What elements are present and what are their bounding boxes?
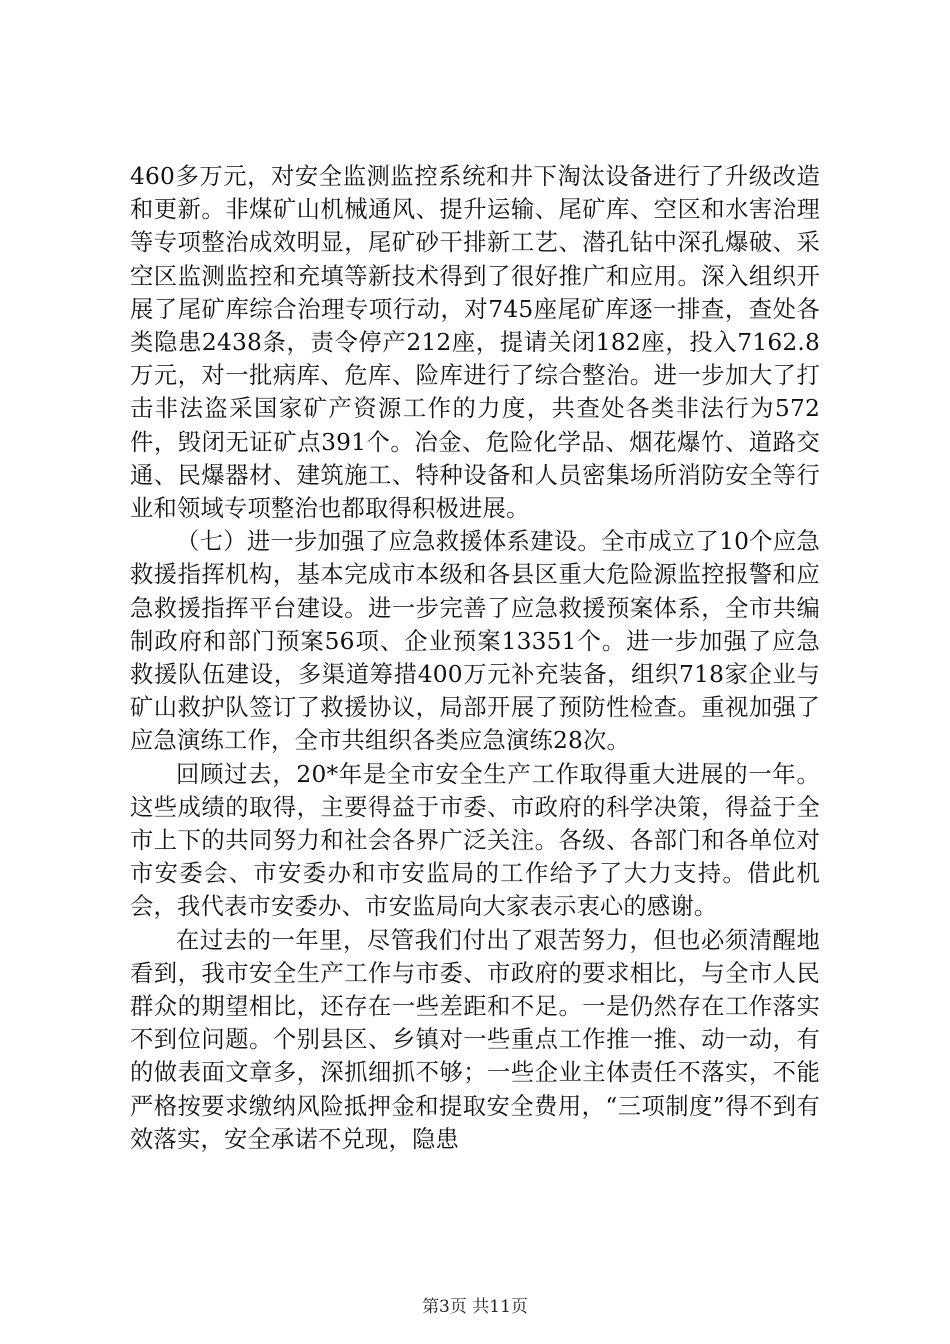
paragraph-2: （七）进一步加强了应急救援体系建设。全市成立了10个应急救援指挥机构，基本完成市本级和各县区重大危险源监控报警和应急救援指挥平台建设。进一步完善了应急救援预案体系，全市共编制政府和部门预案56项、企业预案13351个。进一步加强了应急救援队伍建设，多渠道筹措400万元补充装备，组织718家企业与矿山救护队签订了救援协议，局部开展了预防性检查。重视加强了应急演练工作，全市共组织各类应急演练28次。 bbox=[130, 528, 820, 755]
page-number-footer: 第3页 共11页 bbox=[422, 1297, 528, 1317]
document-body bbox=[130, 160, 820, 1156]
paragraph-4: 在过去的一年里，尽管我们付出了艰苦努力，但也必须清醒地看到，我市安全生产工作与市委、市政府的要求相比，与全市人民群众的期望相比，还存在一些差距和不足。一是仍然存在工作落实不到位问题。个别县区、乡镇对一些重点工作推一推、动一动，有的做表面文章多，深抓细抓不够；一些企业主体责任不落实，不能严格按要求缴纳风险抵押金和提取安全费用，“三项制度”得不到有效落实，安全承诺不兑现，隐患 bbox=[130, 926, 820, 1153]
paragraph-1: 460多万元，对安全监测监控系统和井下淘汰设备进行了升级改造和更新。非煤矿山机械通风、提升运输、尾矿库、空区和水害治理等专项整治成效明显，尾矿砂干排新工艺、潜孔钻中深孔爆破、采空区监测监控和充填等新技术得到了很好推广和应用。深入组织开展了尾矿库综合治理专项行动，对745座尾矿库逐一排查，查处各类隐患2438条，责令停产212座，提请关闭182座，投入7162.8万元，对一批病库、危库、险库进行了综合整治。进一步加大了打击非法盗采国家矿产资源工作的力度，共查处各类非法行为572件，毁闭无证矿点391个。冶金、危险化学品、烟花爆竹、道路交通、民爆器材、建筑施工、特种设备和人员密集场所消防安全等行业和领域专项整治也都取得积极进展。 bbox=[130, 163, 820, 523]
paragraph-3: 回顾过去，20*年是全市安全生产工作取得重大进展的一年。这些成绩的取得，主要得益于市委、市政府的科学决策，得益于全市上下的共同努力和社会各界广泛关注。各级、各部门和各单位对市安委会、市安委办和市安监局的工作给予了大力支持。借此机会，我代表市安委办、市安监局向大家表示衷心的感谢。 bbox=[130, 760, 820, 921]
